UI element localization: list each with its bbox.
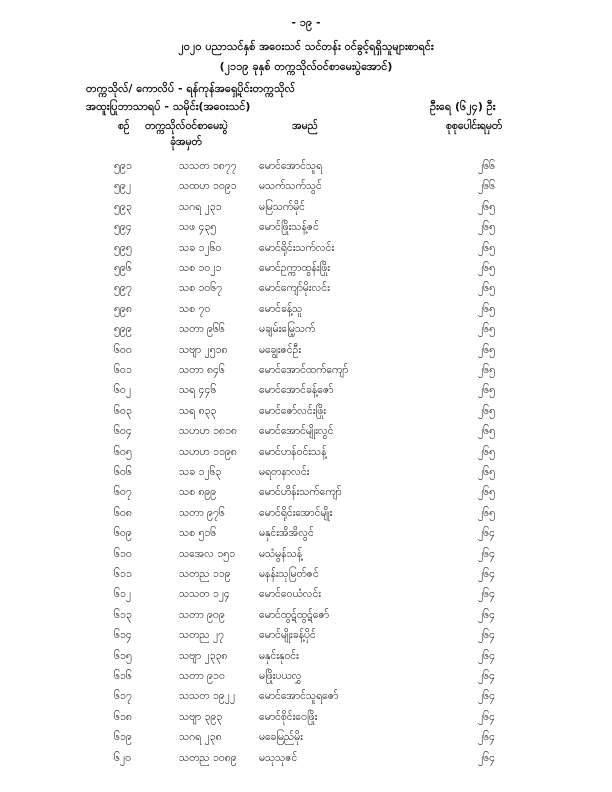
student-name: မောင်စိုင်းဝေဖြိုး [259, 710, 318, 723]
total-marks: ၂၆၄ [478, 608, 495, 621]
row-number: ၅၉၁ [114, 160, 132, 172]
roll-number: သခ ၁၂၆၀ [179, 241, 222, 254]
student-name: မောင်ဥက္ကာထွန်းဖြိုး [259, 262, 330, 274]
student-name: မသုသုဇင် [259, 751, 298, 764]
student-name: မောင်ဟန်ဝင်းသန့် [259, 445, 327, 458]
roll-number: သထဟ ၁၀၉၁ [179, 180, 237, 193]
table-row [0, 303, 612, 323]
table-row [0, 670, 612, 690]
roll-number: သဗျာ ၃၉၃ [179, 710, 223, 723]
row-number: ၆၁၀ [114, 547, 132, 560]
roll-number: သသတ ၁၈၇၇ [179, 160, 237, 172]
roll-number: သတာ ၈၄၆ [179, 364, 225, 376]
student-name: မချွေးဇင်ဦး [259, 343, 302, 356]
roll-number: သတာ ၉၁၀ [179, 670, 225, 682]
row-number: ၅၉၈ [114, 302, 132, 315]
total-marks: ၂၆၅ [478, 506, 495, 519]
table-row [0, 588, 612, 608]
student-name: မောင်ဇော်လင်းဖြိုး [259, 404, 326, 417]
total-marks: ၂၆၄ [478, 731, 495, 744]
student-name: မောင်မျိုးခန့်ပိုင် [259, 629, 316, 642]
total-marks: ၂၆၅ [478, 384, 495, 397]
row-number: ၆၀၈ [114, 506, 132, 519]
roll-number: သစ ၈၉၉ [179, 486, 217, 499]
row-number: ၆၀၄ [114, 425, 132, 438]
roll-number: သရ ၄၄၆ [179, 384, 217, 397]
roll-number: သစ ၁၀၂၁ [179, 262, 222, 274]
row-number: ၆၂၀ [114, 751, 131, 764]
table-row [0, 568, 612, 588]
student-name: မောင်ဖြိုးသန့်ဇင် [259, 221, 319, 234]
roll-number: သတည ၂၇ [179, 629, 224, 642]
row-number: ၅၉၂ [114, 180, 131, 193]
table-row [0, 752, 612, 772]
roll-number: သတာ ၉၇၆ [179, 506, 225, 519]
roll-number: သဟဟ ၁၁၉၈ [179, 445, 237, 458]
table-row [0, 384, 612, 404]
student-name: မသက်သက်သွင် [259, 180, 322, 193]
table-row [0, 160, 612, 180]
student-name: မသံမွန်သန့် [259, 547, 303, 560]
total-marks: ၂၆၅ [478, 343, 495, 356]
row-number: ၅၉၅ [114, 241, 132, 254]
header-roll-sub: ခုံအမှတ် [170, 136, 202, 148]
total-marks: ၂၆၅ [478, 404, 495, 417]
university-line: တက္ကသိုလ်/ ကောလိပ် - ရန်ကုန်အရှေ့ပိုင်းတက္ကသိုလ် [86, 82, 295, 95]
header-roll: တက္ကသိုလ်ဝင်စာမေးပွဲ [145, 120, 228, 132]
student-name: မနှင်းနုဝင်း [259, 649, 299, 662]
row-number: ၅၉၉ [114, 323, 132, 336]
student-name: မရတနာလင်း [259, 466, 310, 478]
roll-number: သဂရ ၂၃၁ [179, 200, 222, 213]
row-number: ၆၁၆ [114, 670, 132, 682]
student-name: မောင်ရိုင်းသက်လင်း [259, 241, 335, 254]
student-name: မောင်အောင်သူရ [259, 160, 323, 172]
table-row [0, 282, 612, 302]
table-row [0, 364, 612, 384]
subject-line: အထူးပြုဘာသာရပ် - သမိုင်း(အဝေးသင်) [86, 100, 251, 113]
student-name: မောင်ဝေယံလင်း [259, 588, 321, 601]
total-marks: ၂၆၄ [478, 547, 495, 560]
roll-number: သဗျာ ၂၅၁၈ [179, 343, 228, 356]
row-number: ၆၁၃ [114, 608, 132, 621]
total-marks: ၂၆၆ [478, 180, 495, 193]
table-row [0, 201, 612, 221]
student-name: မောင်အောင်ခန့်ဇော် [259, 384, 334, 397]
student-name: မောင်ခန့်သူ [259, 302, 303, 315]
roll-number: သဂရ ၂၃၈ [179, 731, 222, 744]
row-number: ၆၁၅ [114, 649, 132, 662]
header-marks: စုစုပေါင်းရမှတ် [446, 120, 503, 132]
row-number: ၆၀၂ [114, 384, 131, 397]
table-row [0, 486, 612, 506]
student-name: မချမ်းမြေ့သက် [259, 323, 316, 336]
total-marks: ၂၆၆ [478, 160, 495, 172]
student-name: မောင်အောင်သူရဇော် [259, 690, 339, 703]
table-row [0, 629, 612, 649]
row-number: ၆၁၇ [114, 690, 132, 703]
total-marks: ၂၆၄ [478, 690, 495, 703]
total-marks: ၂၆၄ [478, 710, 495, 723]
table-row [0, 711, 612, 731]
student-name: မောင်ဟိန်းသက်ကျော် [259, 486, 342, 499]
table-row [0, 690, 612, 710]
table-row [0, 446, 612, 466]
row-number: ၆၀၇ [114, 486, 132, 499]
total-marks: ၂၆၅ [478, 262, 495, 274]
student-name: မောင်ရိုင်းအောင်မျိုး [259, 506, 333, 519]
row-number: ၆၁၂ [114, 588, 131, 601]
table-row [0, 548, 612, 568]
student-name: မောင်ထွဋ်ထွဋ်ဇော် [259, 608, 330, 621]
roll-number: သတာ ၉၆၆ [179, 323, 225, 336]
total-marks: ၂၆၄ [478, 670, 495, 682]
row-number: ၆၀၀ [114, 343, 132, 356]
row-number: ၅၉၇ [114, 282, 132, 295]
row-number: ၆၁၉ [114, 731, 132, 744]
roll-number: သအေလ ၁၅၁ [179, 547, 235, 560]
student-name: မခေမြည်မိုး [259, 731, 303, 744]
total-marks: ၂၆၅ [478, 221, 495, 234]
document-subtitle: (၂၁၁၉ ခုနှစ် တက္ကသိုလ်ဝင်စာမေးပွဲအောင်) [219, 60, 393, 73]
roll-number: သတည ၁၀၈၉ [179, 751, 237, 764]
total-marks: ၂၆၅ [478, 466, 495, 478]
row-number: ၆၁၁ [114, 568, 132, 580]
row-number: ၆၀၃ [114, 404, 132, 417]
student-name: မဖြိုးပယလွှ [259, 670, 302, 682]
student-name: မနန်းသုမြတ်ဇင် [259, 568, 319, 580]
table-row [0, 425, 612, 445]
row-number: ၅၉၄ [114, 221, 132, 234]
total-marks: ၂၆၅ [478, 445, 495, 458]
total-marks: ၂၆၅ [478, 302, 495, 315]
total-count: ဦးရေ (၆၂၄) ဦး [430, 100, 496, 113]
row-number: ၆၁၈ [114, 710, 132, 723]
table-row [0, 650, 612, 670]
roll-number: သဖ ၄၃၅ [179, 221, 217, 234]
roll-number: သသတ ၁၉၂၂ [179, 690, 235, 703]
table-row [0, 731, 612, 751]
total-marks: ၂၆၅ [478, 364, 495, 376]
page-number: - ၁၉ - [291, 16, 321, 29]
roll-number: သစ ၇၀ [179, 302, 211, 315]
roll-number: သစ ၁၀၆၇ [179, 282, 223, 295]
table-row [0, 527, 612, 547]
header-no: စဉ် [118, 120, 130, 132]
row-number: ၆၁၄ [114, 629, 132, 642]
total-marks: ၂၆၄ [478, 751, 495, 764]
table-row [0, 344, 612, 364]
row-number: ၆၀၆ [114, 466, 132, 478]
student-name: မောင်အောင်ထက်ကျော် [259, 364, 349, 376]
table-row [0, 507, 612, 527]
total-marks: ၂၆၅ [478, 200, 495, 213]
total-marks: ၂၆၄ [478, 588, 495, 601]
roll-number: သသတ ၁၂၄ [179, 588, 230, 601]
roll-number: သစ ၅၁၆ [179, 527, 217, 540]
total-marks: ၂၆၅ [478, 425, 495, 438]
table-row [0, 323, 612, 343]
student-name: မောင်အောင်မျိုးလွင် [259, 425, 334, 438]
student-name: မမြသက်မိုင် [259, 200, 306, 213]
roll-number: သဗျာ ၂၃၃၈ [179, 649, 228, 662]
row-number: ၆၀၅ [114, 445, 132, 458]
total-marks: ၂၆၄ [478, 568, 495, 580]
roll-number: သရ ၈၃၃ [179, 404, 217, 417]
table-row [0, 405, 612, 425]
roll-number: သခ ၁၂၆၃ [179, 466, 222, 478]
total-marks: ၂၆၄ [478, 629, 495, 642]
roll-number: သဟဟ ၁၈၁၈ [179, 425, 237, 438]
table-row [0, 466, 612, 486]
total-marks: ၂၆၅ [478, 282, 495, 295]
total-marks: ၂၆၅ [478, 241, 495, 254]
header-name: အမည် [292, 120, 318, 132]
student-name: မနှင်းအိအိလွင် [259, 527, 314, 540]
roll-number: သတာ ၉၀၉ [179, 608, 225, 621]
total-marks: ၂၆၅ [478, 486, 495, 499]
row-number: ၅၉၃ [114, 200, 132, 213]
total-marks: ၂၆၄ [478, 649, 495, 662]
table-row [0, 609, 612, 629]
table-row [0, 242, 612, 262]
total-marks: ၂၆၄ [478, 527, 495, 540]
row-number: ၆၀၁ [114, 364, 132, 376]
roll-number: သတည ၁၁၉ [179, 568, 231, 580]
table-row [0, 221, 612, 241]
document-title: ၂၀၂၀ ပညာသင်နှစ် အဝေးသင် သင်တန်း ဝင်ခွင့်ရရှိသူများစာရင်း [178, 40, 434, 53]
row-number: ၆၀၉ [114, 527, 132, 540]
row-number: ၅၉၆ [114, 262, 132, 274]
total-marks: ၂၆၅ [478, 323, 495, 336]
table-row [0, 180, 612, 200]
student-name: မောင်ကျော်မိုးလင်း [259, 282, 330, 295]
table-row [0, 262, 612, 282]
